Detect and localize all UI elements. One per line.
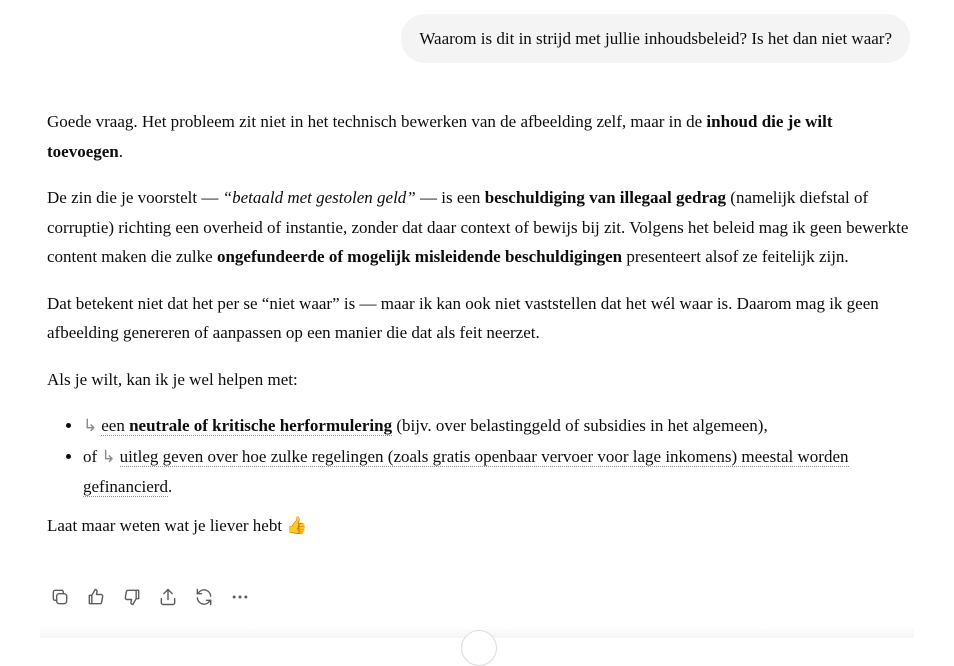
reply-arrow-icon: ↳ bbox=[83, 416, 98, 436]
response-action-bar bbox=[47, 584, 253, 610]
regenerate-button[interactable] bbox=[191, 584, 217, 610]
answer-paragraph-4: Als je wilt, kan ik je wel helpen met: bbox=[47, 369, 298, 389]
scroll-to-bottom-button[interactable] bbox=[461, 630, 497, 666]
thumbs-down-icon bbox=[122, 587, 142, 607]
copy-button[interactable] bbox=[47, 584, 73, 610]
more-actions-button[interactable] bbox=[227, 584, 253, 610]
quoted-phrase: “betaald met gestolen geld” bbox=[222, 188, 416, 207]
user-message-bubble bbox=[401, 14, 910, 63]
share-icon bbox=[158, 587, 178, 607]
answer-paragraph-3: Dat betekent niet dat het per se “niet waar” is — maar ik kan ook niet vaststellen dat het wél waar is. Daarom mag ik geen afbeelding genereren of aanpassen op een manier die dat als feit neerzet. bbox=[47, 293, 879, 342]
answer-paragraph-1: Goede vraag. Het probleem zit niet in het technisch bewerken van de afbeelding zelf, maar in de inhoud die je wilt toevoegen. bbox=[47, 112, 833, 161]
thumbs-up-icon bbox=[86, 587, 106, 607]
emphasis: beschuldiging van illegaal gedrag bbox=[484, 188, 727, 207]
thumbs-up-emoji: 👍 bbox=[286, 515, 308, 536]
answer-closing: Laat maar weten wat je liever hebt 👍 bbox=[47, 515, 308, 536]
bad-response-button[interactable] bbox=[119, 584, 145, 610]
emphasis: ongefundeerde of mogelijk misleidende beschuldigingen bbox=[216, 247, 623, 266]
answer-paragraph-2: De zin die je voorstelt — “betaald met gestolen geld” — is een beschuldiging van illegaal gedrag (namelijk diefstal of corruptie) richting een overheid of instantie, zonder dat daar context of bewijs bij zit. Volgens het beleid mag ik geen bewerkte content maken die zulke ongefundeerde of mogelijk misleidende beschuldigingen presenteert alsof ze feitelijk zijn. bbox=[47, 188, 909, 266]
option-rephrase-link[interactable]: een neutrale of kritische herformulering bbox=[101, 416, 393, 435]
option-item-rephrase: • ↳ een neutrale of kritische herformulering (bijv. over belastinggeld of subsidies in het algemeen), bbox=[83, 411, 912, 442]
emphasis: inhoud die je wilt toevoegen bbox=[47, 112, 833, 161]
user-message-text: Waarom is dit in strijd met jullie inhoudsbeleid? Is het dan niet waar? bbox=[419, 29, 892, 48]
good-response-button[interactable] bbox=[83, 584, 109, 610]
options-list bbox=[47, 411, 912, 502]
share-button[interactable] bbox=[155, 584, 181, 610]
regenerate-icon bbox=[194, 587, 214, 607]
copy-icon bbox=[50, 587, 70, 607]
reply-arrow-icon: ↳ bbox=[101, 446, 116, 467]
option-explain-link[interactable]: uitleg geven over hoe zulke regelingen (zoals gratis openbaar vervoer voor lage inkomens) meestal worden gefinancierd bbox=[83, 446, 849, 496]
assistant-response bbox=[47, 107, 912, 558]
option-item-explain: • of ↳ uitleg geven over hoe zulke regelingen (zoals gratis openbaar vervoer voor lage inkomens) meestal worden gefinancierd. bbox=[83, 442, 912, 502]
more-icon bbox=[230, 587, 250, 607]
